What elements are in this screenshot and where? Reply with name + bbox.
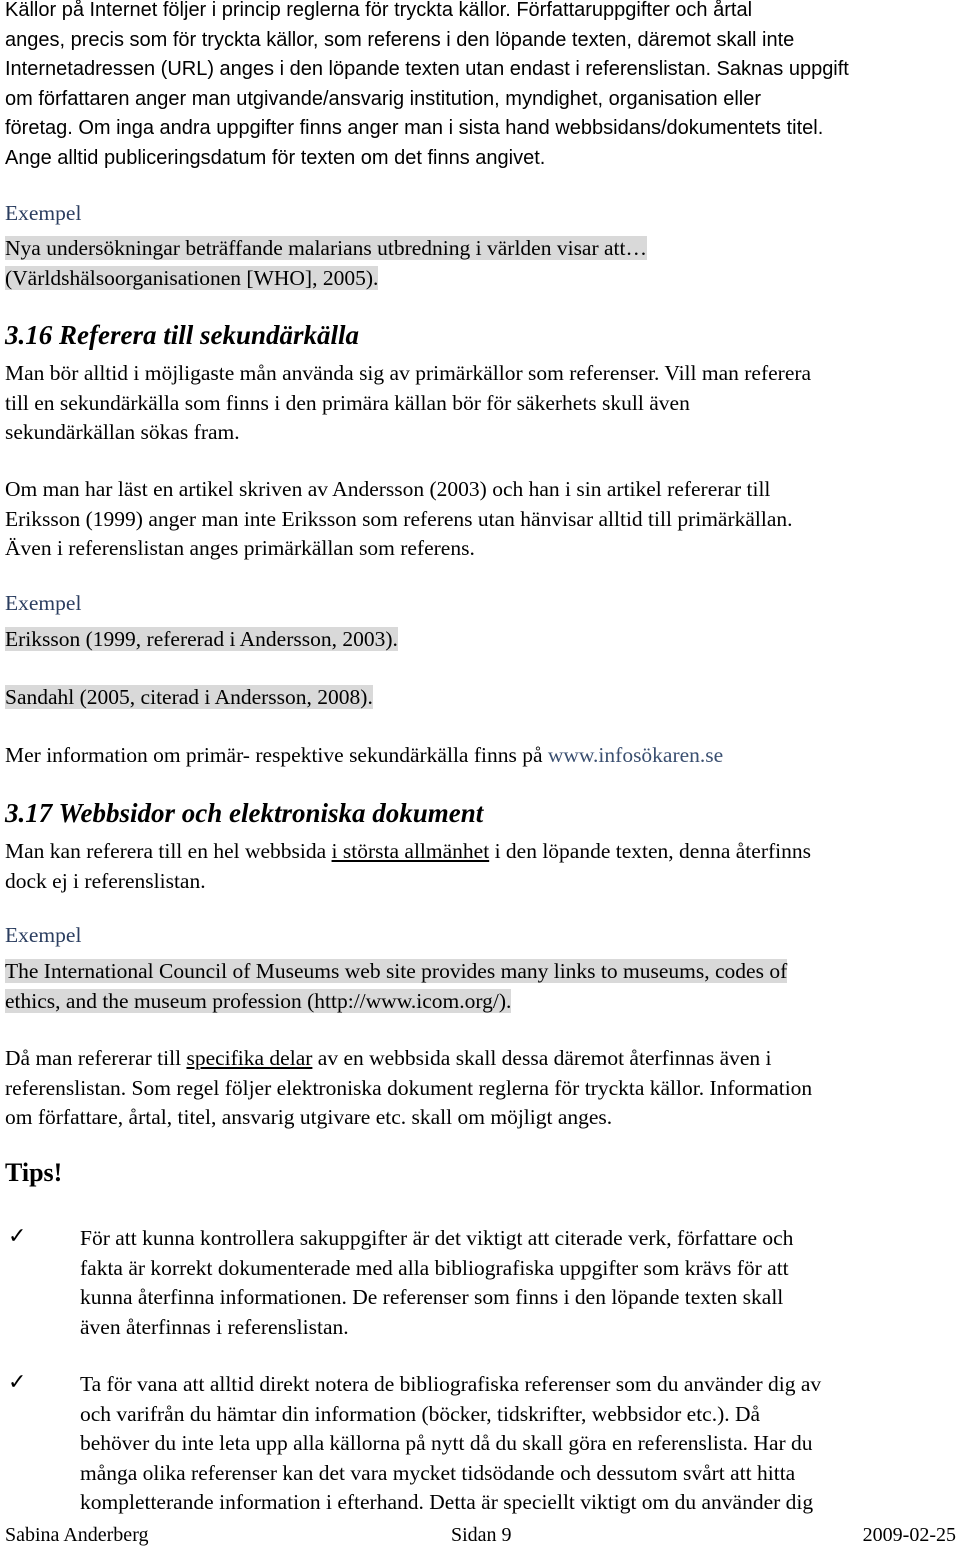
example-label: Exempel: [5, 591, 82, 615]
underlined-phrase: i största allmänhet: [331, 839, 490, 863]
secondary-source-paragraph: [5, 359, 811, 448]
text-line: referenslistan. Som regel följer elektroniska dokument reglerna för tryckta källor. Information: [5, 1075, 813, 1100]
example-line: Sandahl (2005, citerad i Andersson, 2008).: [5, 685, 373, 709]
text-line: och varifrån du hämtar din information (böcker, tidskrifter, webbsidor etc.). Då: [80, 1401, 761, 1426]
footer-author: Sabina Anderberg: [5, 1524, 149, 1546]
example-line: Nya undersökningar beträffande malarians utbredning i världen visar att…: [5, 236, 647, 260]
footer-date: 2009-02-25: [862, 1524, 956, 1546]
text-line: Ta för vana att alltid direkt notera de bibliografiska referenser som du använder dig av: [80, 1372, 822, 1396]
example-line: (Världshälsoorganisationen [WHO], 2005).: [5, 265, 379, 290]
text-line: För att kunna kontrollera sakuppgifter är det viktigt att citerade verk, författare och: [80, 1226, 794, 1250]
andersson-paragraph: [5, 475, 793, 564]
infosokaren-link[interactable]: www.infosökaren.se: [547, 743, 724, 767]
more-info-line: [5, 741, 723, 771]
text-span: i den löpande texten, denna återfinns: [489, 839, 811, 863]
checkmark-icon: ✓: [8, 1370, 27, 1395]
tip-text: [80, 1224, 930, 1342]
specific-parts-paragraph: [5, 1044, 812, 1133]
text-line: dock ej i referenslistan.: [5, 868, 206, 893]
text-line: Ange alltid publiceringsdatum för texten om det finns angivet.: [5, 146, 546, 169]
text-span: Man kan referera till en hel webbsida: [5, 839, 332, 863]
text-line: även återfinnas i referenslistan.: [80, 1314, 349, 1339]
text-line: Även i referenslistan anges primärkällan som referens.: [5, 536, 475, 560]
text-line: behöver du inte leta upp alla källorna på nytt då du skall göra en referenslista. Har du: [80, 1431, 813, 1455]
example-label: Exempel: [5, 923, 82, 947]
example-citation: [5, 683, 373, 713]
example-line: ethics, and the museum profession (http://www.icom.org/).: [5, 988, 512, 1013]
example-label: Exempel: [5, 201, 82, 225]
text-line: om författare, årtal, titel, ansvarig utgivare etc. skall om möjligt anges.: [5, 1105, 613, 1129]
example-quote: [5, 957, 787, 1016]
intro-paragraph: [5, 0, 849, 174]
example-citation: [5, 625, 398, 655]
text-line: fakta är korrekt dokumenterade med alla bibliografiska uppgifter som krävs för att: [80, 1255, 789, 1280]
webpage-paragraph: [5, 837, 811, 896]
text-line: kunna återfinna informationen. De referenser som finns i den löpande texten skall: [80, 1285, 784, 1309]
tips-heading: Tips!: [5, 1158, 63, 1187]
text-line: kompletterande information i efterhand. Detta är speciellt viktigt om du använder dig: [80, 1490, 814, 1514]
text-line: till en sekundärkälla som finns i den primära källan bör för säkerhets skull även: [5, 390, 690, 415]
text-line: anges, precis som för tryckta källor, som referens i den löpande texten, däremot skall inte: [5, 28, 795, 51]
text-line: Om man har läst en artikel skriven av Andersson (2003) och han i sin artikel refererar till: [5, 477, 771, 501]
footer-page-number: Sidan 9: [451, 1524, 512, 1546]
text-line: sekundärkällan sökas fram.: [5, 420, 240, 444]
text-line: Man bör alltid i möjligaste mån använda sig av primärkällor som referenser. Vill man referera: [5, 361, 812, 385]
section-heading-3-17: 3.17 Webbsidor och elektroniska dokument: [5, 798, 484, 828]
text-line: Eriksson (1999) anger man inte Eriksson som referens utan hänvisar alltid till primärkällan.: [5, 506, 793, 531]
text-line: många olika referenser kan det vara mycket tidsödande och dessutom svårt att hitta: [80, 1460, 796, 1485]
text-span: av en webbsida skall dessa däremot återfinnas även i: [312, 1046, 772, 1070]
underlined-phrase: specifika delar: [186, 1046, 313, 1070]
example-line: Eriksson (1999, refererad i Andersson, 2003).: [5, 627, 398, 651]
more-info-text: Mer information om primär- respektive sekundärkälla finns på: [5, 743, 548, 767]
text-line: företag. Om inga andra uppgifter finns anger man i sista hand webbsidans/dokumentets titel.: [5, 117, 824, 140]
example-quote: [5, 234, 647, 293]
text-line: Källor på Internet följer i princip reglerna för tryckta källor. Författaruppgifter och årtal: [5, 0, 753, 21]
section-heading-3-16: 3.16 Referera till sekundärkälla: [5, 320, 360, 350]
tip-text: [80, 1370, 930, 1518]
example-line: The International Council of Museums web site provides many links to museums, codes of: [5, 959, 788, 983]
text-line: Internetadressen (URL) anges i den löpande texten utan endast i referenslistan. Saknas uppgift: [5, 58, 849, 81]
checkmark-icon: ✓: [8, 1224, 27, 1249]
text-span: Då man refererar till: [5, 1046, 187, 1070]
text-line: om författaren anger man utgivande/ansvarig institution, myndighet, organisation eller: [5, 87, 761, 110]
